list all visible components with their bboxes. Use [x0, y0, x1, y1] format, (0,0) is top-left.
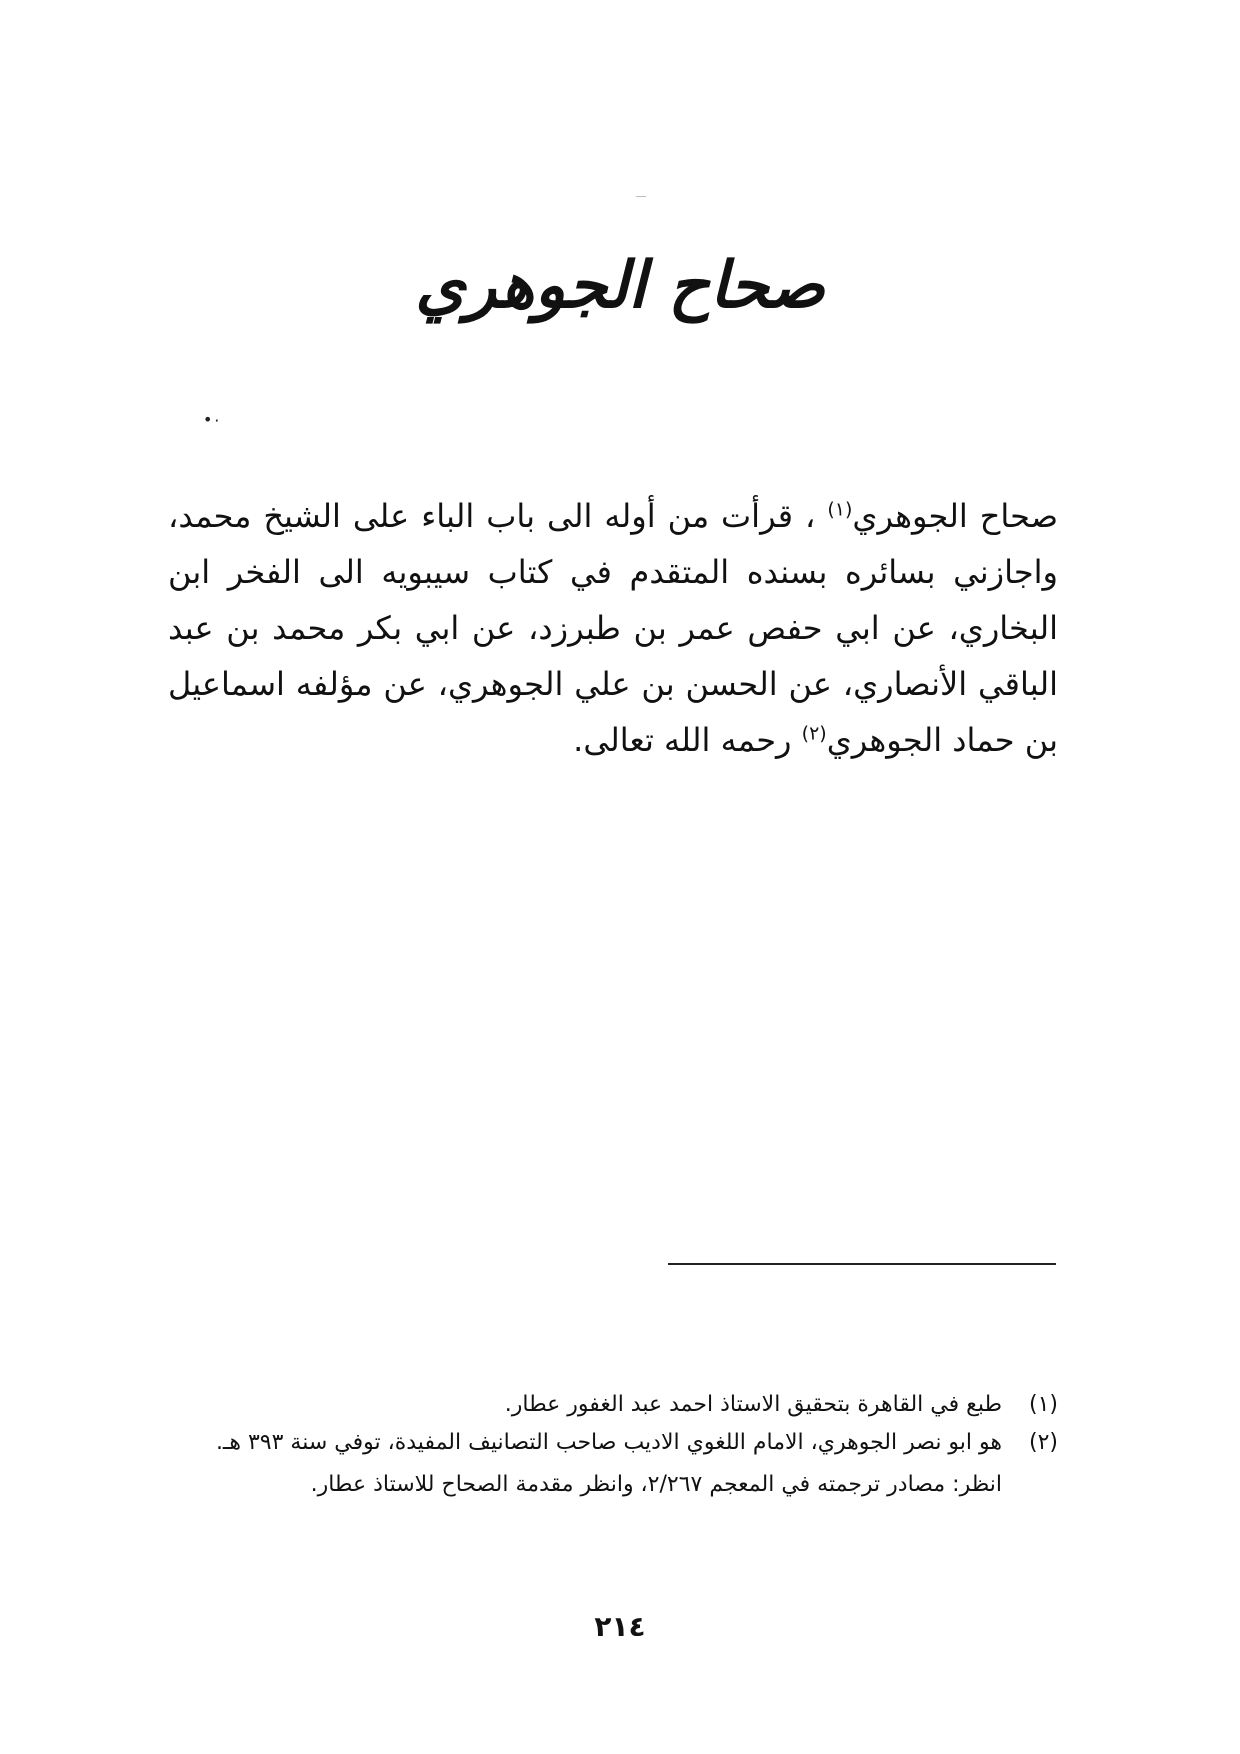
page-number: ٢١٤: [594, 1610, 646, 1643]
paragraph-part-3: رحمه الله تعالى.: [573, 721, 792, 759]
footnote-2: [168, 1424, 1058, 1462]
footnote-text: هو ابو نصر الجوهري، الامام اللغوي الاديب صاحب التصانيف المفيدة، توفي سنة ٣٩٣ هـ.: [215, 1430, 1002, 1455]
main-paragraph: [168, 488, 1058, 768]
footnote-number: (١): [1028, 1392, 1058, 1417]
ornament-mark: •٠: [203, 410, 222, 429]
footnote-ref-2: (٢): [801, 722, 827, 745]
footnote-number: (٢): [1028, 1430, 1058, 1455]
paragraph-part-2: ، قرأت من أوله الى باب الباء على الشيخ محمد، واجازني بسائره بسنده المتقدم في كتاب سيبويه الى الفخر ابن البخاري، عن ابي حفص عمر بن طبرزد، عن ابي بكر محمد بن عبد الباقي الأنصاري، عن الحسن بن علي الجوهري، عن مؤلفه اسماعيل بن حماد الجوهري: [168, 497, 1058, 759]
footnote-text: طبع في القاهرة بتحقيق الاستاذ احمد عبد الغفور عطار.: [504, 1392, 1002, 1417]
footnote-divider: [668, 1263, 1056, 1265]
scan-mark: [636, 196, 646, 197]
footnote-source-note: انظر: مصادر ترجمته في المعجم ٢/٢٦٧، وانظر مقدمة الصحاح للاستاذ عطار.: [310, 1472, 1002, 1497]
paragraph-part-1: صحاح الجوهري: [852, 497, 1059, 535]
footnote-ref-1: (١): [827, 498, 853, 521]
footnotes: [168, 1386, 1058, 1504]
footnote-1: [168, 1386, 1058, 1424]
page-title: صحاح الجوهري: [415, 248, 825, 323]
